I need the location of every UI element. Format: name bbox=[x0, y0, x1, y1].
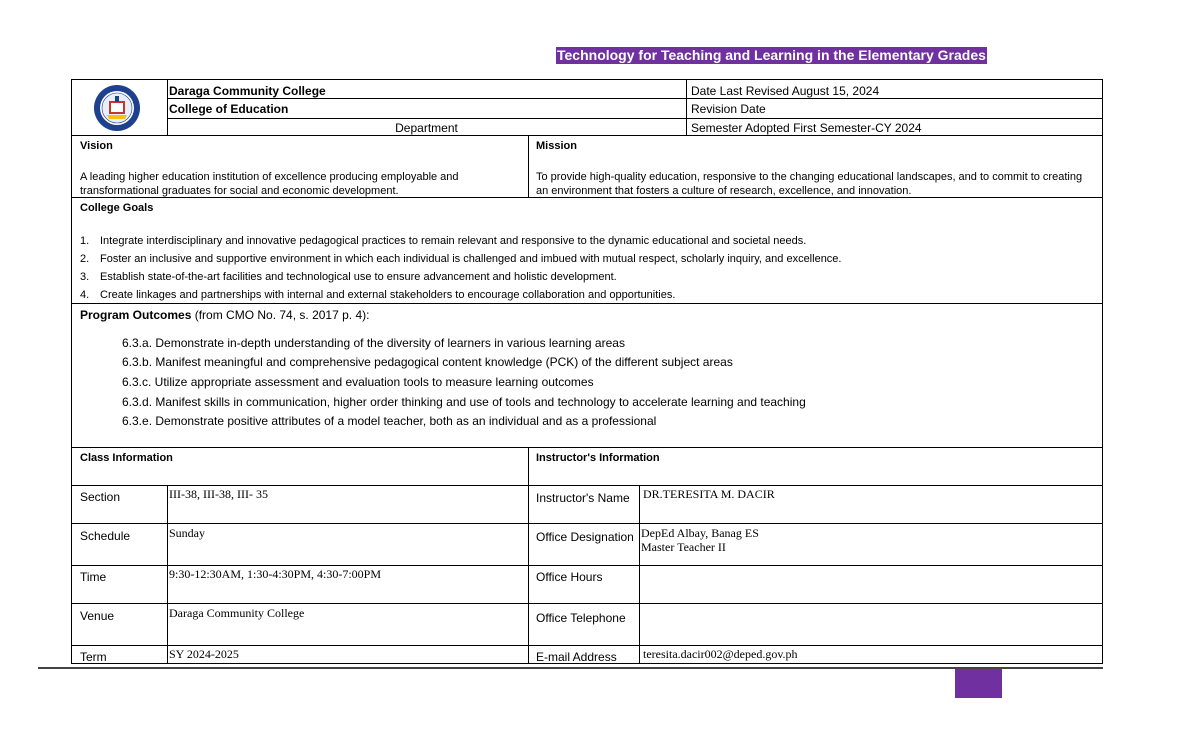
semester-adopted: Semester Adopted First Semester-CY 2024 bbox=[691, 121, 922, 135]
outcome-item: 6.3.a. Demonstrate in-depth understanding of the diversity of learners in various learning areas bbox=[122, 336, 625, 350]
instructor-name-value: DR.TERESITA M. DACIR bbox=[643, 487, 775, 501]
instructor-name-label: Instructor's Name bbox=[536, 491, 630, 505]
college-seal-logo bbox=[93, 84, 141, 132]
goal-item: 2. Foster an inclusive and supportive environment in which each individual is challenged and imbued with mutual respect, scholarly inquiry, and excellence. bbox=[80, 253, 842, 265]
date-last-revised: Date Last Revised August 15, 2024 bbox=[691, 84, 880, 98]
institution-name: Daraga Community College bbox=[169, 84, 326, 98]
college-goals-label: College Goals bbox=[80, 202, 154, 214]
college-name: College of Education bbox=[169, 102, 289, 116]
vision-text: A leading higher education institution of excellence producing employable and transformational graduates for social and economic development. bbox=[80, 171, 459, 197]
goal-item: 3. Establish state-of-the-art facilities and technological use to ensure advancement and holistic development. bbox=[80, 271, 617, 283]
office-designation-value: DepEd Albay, Banag ES bbox=[641, 526, 759, 540]
office-telephone-label: Office Telephone bbox=[536, 611, 626, 625]
office-designation-label: Office Designation bbox=[536, 530, 634, 544]
outcome-item: 6.3.e. Demonstrate positive attributes of a model teacher, both as an individual and as a professional bbox=[122, 414, 657, 428]
email-value: teresita.dacir002@deped.gov.ph bbox=[643, 647, 798, 661]
schedule-label: Schedule bbox=[80, 529, 131, 543]
department-label: Department bbox=[395, 121, 458, 135]
goal-item: 4. Create linkages and partnerships with internal and external stakeholders to encourage collaboration and opportunities. bbox=[80, 289, 676, 301]
revision-date: Revision Date bbox=[691, 102, 766, 116]
instructor-info-label: Instructor's Information bbox=[536, 452, 660, 464]
schedule-value: Sunday bbox=[169, 526, 205, 540]
program-outcomes-source: (from CMO No. 74, s. 2017 p. 4): bbox=[194, 308, 370, 322]
time-value: 9:30-12:30AM, 1:30-4:30PM, 4:30-7:00PM bbox=[169, 567, 382, 581]
office-hours-label: Office Hours bbox=[536, 570, 603, 584]
outcome-item: 6.3.d. Manifest skills in communication, higher order thinking and use of tools and technology to accelerate learning and teaching bbox=[122, 395, 806, 409]
class-info-label: Class Information bbox=[80, 452, 173, 464]
outcome-item: 6.3.c. Utilize appropriate assessment and evaluation tools to measure learning outcomes bbox=[122, 375, 594, 389]
program-outcomes-label: Program Outcomes bbox=[80, 308, 192, 322]
time-label: Time bbox=[80, 570, 107, 584]
vision-label: Vision bbox=[80, 140, 113, 152]
footer-rule bbox=[38, 667, 1103, 669]
term-label: Term bbox=[80, 650, 107, 664]
mission-label: Mission bbox=[536, 140, 577, 152]
program-outcomes-heading bbox=[80, 308, 369, 322]
venue-value: Daraga Community College bbox=[169, 606, 305, 620]
email-label: E-mail Address bbox=[536, 650, 617, 664]
section-label: Section bbox=[80, 490, 121, 504]
venue-label: Venue bbox=[80, 609, 115, 623]
section-value: III-38, III-38, III- 35 bbox=[169, 487, 268, 501]
document-title: Technology for Teaching and Learning in the Elementary Grades bbox=[557, 47, 986, 63]
footer-accent-block bbox=[955, 669, 1002, 698]
term-value: SY 2024-2025 bbox=[169, 647, 239, 661]
mission-text: To provide high-quality education, responsive to the changing educational landscapes, and to commit to creating an environment that fosters a culture of research, excellence, and innovation. bbox=[536, 171, 1083, 197]
goal-item: 1. Integrate interdisciplinary and innovative pedagogical practices to remain relevant and responsive to the dynamic educational and societal needs. bbox=[80, 235, 807, 247]
outcome-item: 6.3.b. Manifest meaningful and comprehensive pedagogical content knowledge (PCK) of the different subject areas bbox=[122, 355, 733, 369]
office-designation-title: Master Teacher II bbox=[641, 540, 726, 554]
